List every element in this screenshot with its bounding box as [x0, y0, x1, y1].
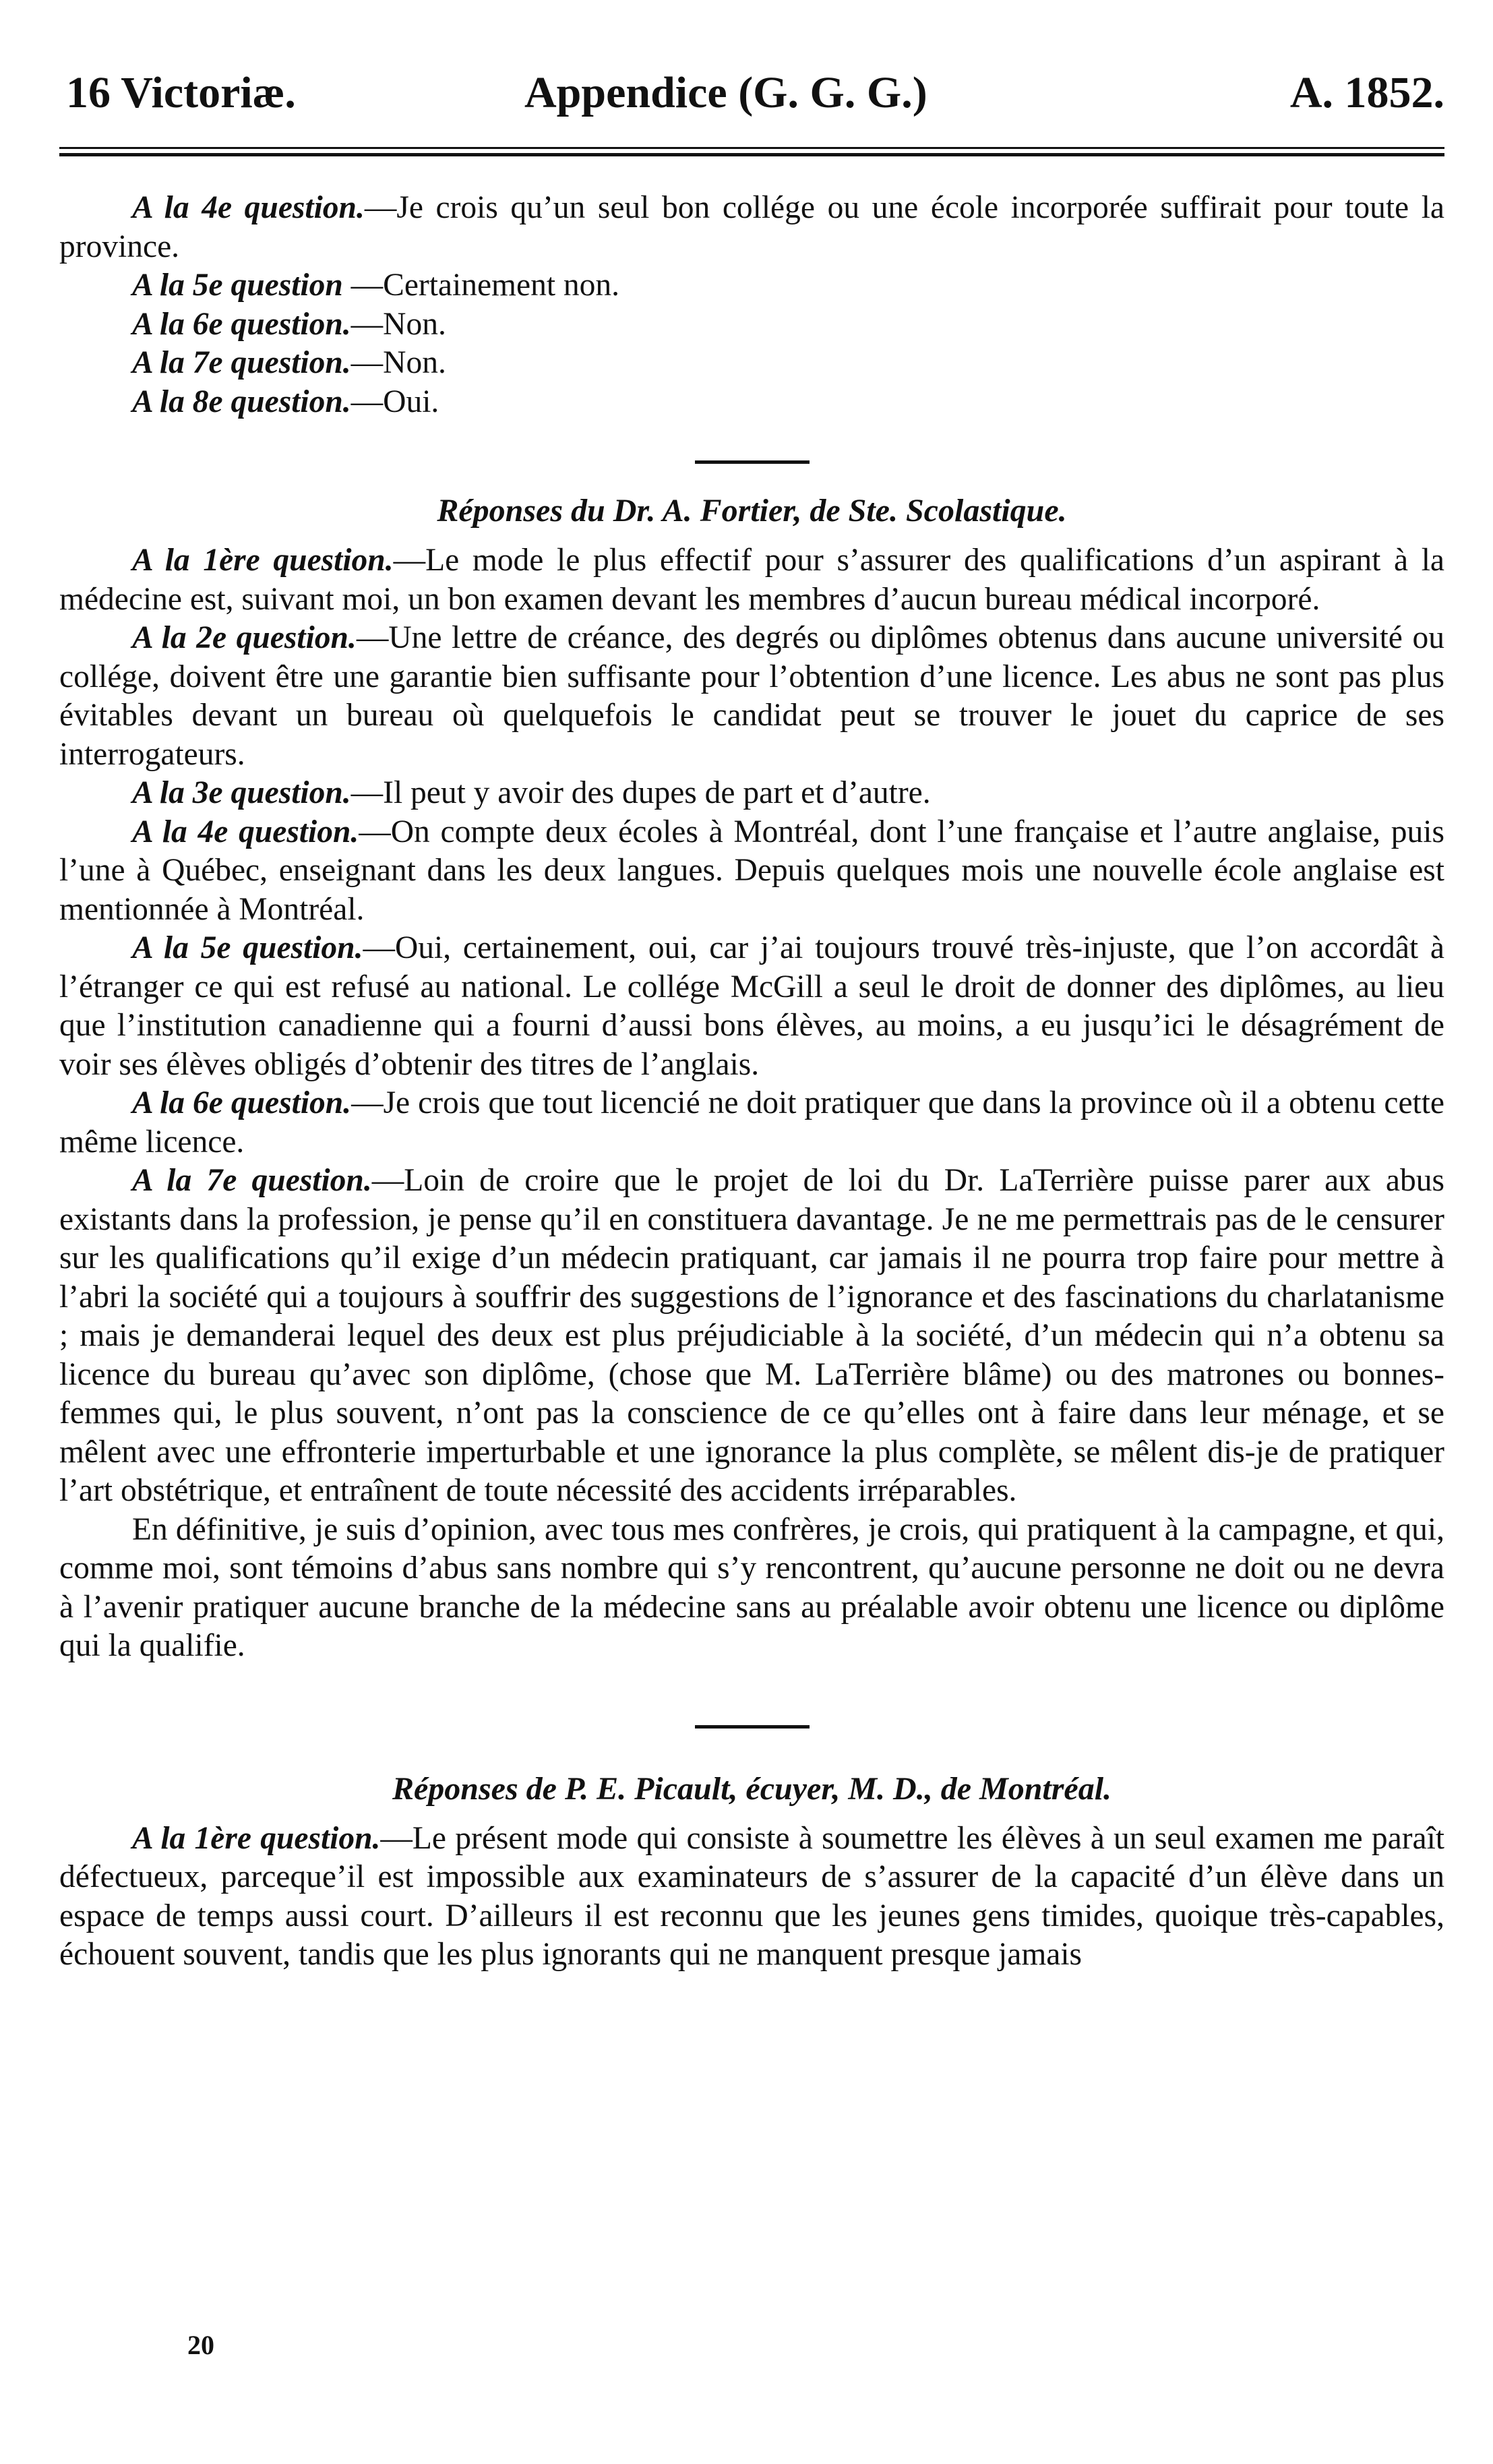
question-label: A la 4e question. [132, 190, 365, 225]
question-label: A la 7e question. [132, 345, 351, 380]
answer-paragraph [59, 344, 1444, 383]
section-fortier [59, 541, 1444, 1666]
answer-paragraph [59, 305, 1444, 344]
answer-paragraph [59, 619, 1444, 774]
answer-text: —Il peut y avoir des dupes de part et d’autre. [351, 775, 931, 810]
section-divider [695, 460, 810, 464]
section-picault [59, 1820, 1444, 1975]
answer-paragraph [59, 813, 1444, 930]
header-rule [59, 147, 1444, 156]
answer-paragraph [59, 383, 1444, 422]
question-label: A la 6e question. [132, 1085, 352, 1120]
answer-paragraph [59, 1820, 1444, 1975]
header-title: Appendice (G. G. G.) [524, 68, 927, 117]
answer-paragraph [59, 1084, 1444, 1162]
section-title-picault: Réponses de P. E. Picault, écuyer, M. D., de Montréal. [392, 1770, 1112, 1807]
folio-number: 20 [187, 2330, 214, 2360]
answer-paragraph [59, 774, 1444, 813]
question-label: A la 4e question. [132, 814, 359, 849]
page [59, 54, 1444, 1975]
answer-text: —Loin de croire que le projet de loi du Dr. LaTerrière puisse parer aux abus existants dans la profession, je pense qu’il en constituera davantage. Je ne me permettrais pas de le censurer sur les qualifications qu’il exige d’un médecin pratiquant, car jamais il ne pourra trop faire pour mettre à l’abri la société qui a toujours à souffrir des suggestions de l’ignorance et des fascinations du charlatanisme ; mais je demanderai lequel des deux est plus préjudiciable à la société, d’un médecin qui n’a obtenu sa licence du bureau qu’avec son diplôme, (chose que M. LaTerrière blâme) ou des matrones ou bonnes-femmes qui, le plus souvent, n’ont pas la conscience de ce qu’elles ont à faire dans leur ménage, et se mêlent avec une effronterie imperturbable et une ignorance la plus complète, se mêlent dis-je de pratiquer l’art obstétrique, et entraînent de toute nécessité des accidents irréparables. [59, 1163, 1445, 1508]
question-label: A la 1ère question. [132, 1820, 381, 1856]
question-label: A la 3e question. [132, 775, 351, 810]
question-label: A la 5e question. [132, 930, 363, 965]
answer-text: —Le présent mode qui consiste à soumettre les élèves à un seul examen me paraît défectueux, parceque’il est impossible aux examinateurs de s’assurer de la capacité d’un élève dans un espace de temps aussi court. D’ailleurs il est reconnu que les jeunes gens timides, quoique très-capables, échouent souvent, tandis que les plus ignorants qui ne manquent presque jamais [59, 1820, 1444, 1972]
answer-text: —Oui. [351, 384, 439, 419]
answer-text: —On compte deux écoles à Montréal, dont l’une française et l’autre anglaise, puis l’une à Québec, enseignant dans les deux langues. Depuis quelques mois une nouvelle école anglaise est mentionnée à Montréal. [59, 814, 1444, 927]
conclusion-paragraph [59, 1511, 1444, 1666]
answer-text: —Une lettre de créance, des degrés ou diplômes obtenus dans aucune université ou collége, doivent être une garantie bien suffisante pour l’obtention d’une licence. Les abus ne sont pas plus évitables devant un bureau où quelquefois le candidat peut se trouver le jouet du caprice de ses interrogateurs. [59, 620, 1444, 772]
answer-paragraph [59, 929, 1444, 1084]
question-label: A la 6e question. [132, 306, 351, 342]
answer-text: —Non. [351, 345, 446, 380]
question-label: A la 2e question. [132, 620, 357, 655]
question-label: A la 1ère question. [132, 543, 394, 578]
answer-paragraph [59, 541, 1444, 619]
answer-paragraph [59, 266, 1444, 305]
question-label: A la 8e question. [132, 384, 351, 419]
section-divider [695, 1725, 810, 1729]
answer-text: —Oui, certainement, oui, car j’ai toujours trouvé très-injuste, que l’on accordât à l’étranger ce qui est refusé au national. Le collége McGill a seul le droit de donner des diplômes, au lieu que l’institution canadienne qui a fourni d’aussi bons élèves, au moins, a eu jusqu’ici le désagrément de voir ses élèves obligés d’obtenir des titres de l’anglais. [59, 930, 1444, 1082]
question-label: A la 5e question [132, 268, 343, 303]
answer-text: —Je crois que tout licencié ne doit pratiquer que dans la province où il a obtenu cette même licence. [59, 1085, 1445, 1160]
section-title-fortier: Réponses du Dr. A. Fortier, de Ste. Scolastique. [437, 493, 1067, 529]
answer-text: —Non. [351, 306, 446, 342]
answer-paragraph [59, 1162, 1444, 1511]
answer-text: —Je crois qu’un seul bon collége ou une école incorporée suffirait pour toute la province. [59, 190, 1444, 264]
intro-answers [59, 189, 1444, 421]
header-year: A. 1852. [1289, 68, 1444, 117]
answer-text: —Certainement non. [342, 268, 620, 303]
answer-text: —Le mode le plus effectif pour s’assurer des qualifications d’un aspirant à la médecine est, suivant moi, un bon examen devant les membres d’aucun bureau médical incorporé. [59, 543, 1444, 617]
question-label: A la 7e question. [132, 1163, 372, 1198]
answer-paragraph [59, 189, 1444, 266]
answer-text: En définitive, je suis d’opinion, avec tous mes confrères, je crois, qui pratiquent à la campagne, et qui, comme moi, sont témoins d’abus sans nombre qui s’y rencontrent, qu’aucune personne ne doit ou ne devra à l’avenir pratiquer aucune branche de la médecine sans au préalable avoir obtenu une licence ou diplôme qui la qualifie. [59, 1511, 1444, 1663]
running-head [59, 54, 1444, 135]
header-session: 16 Victoriæ. [66, 68, 296, 117]
